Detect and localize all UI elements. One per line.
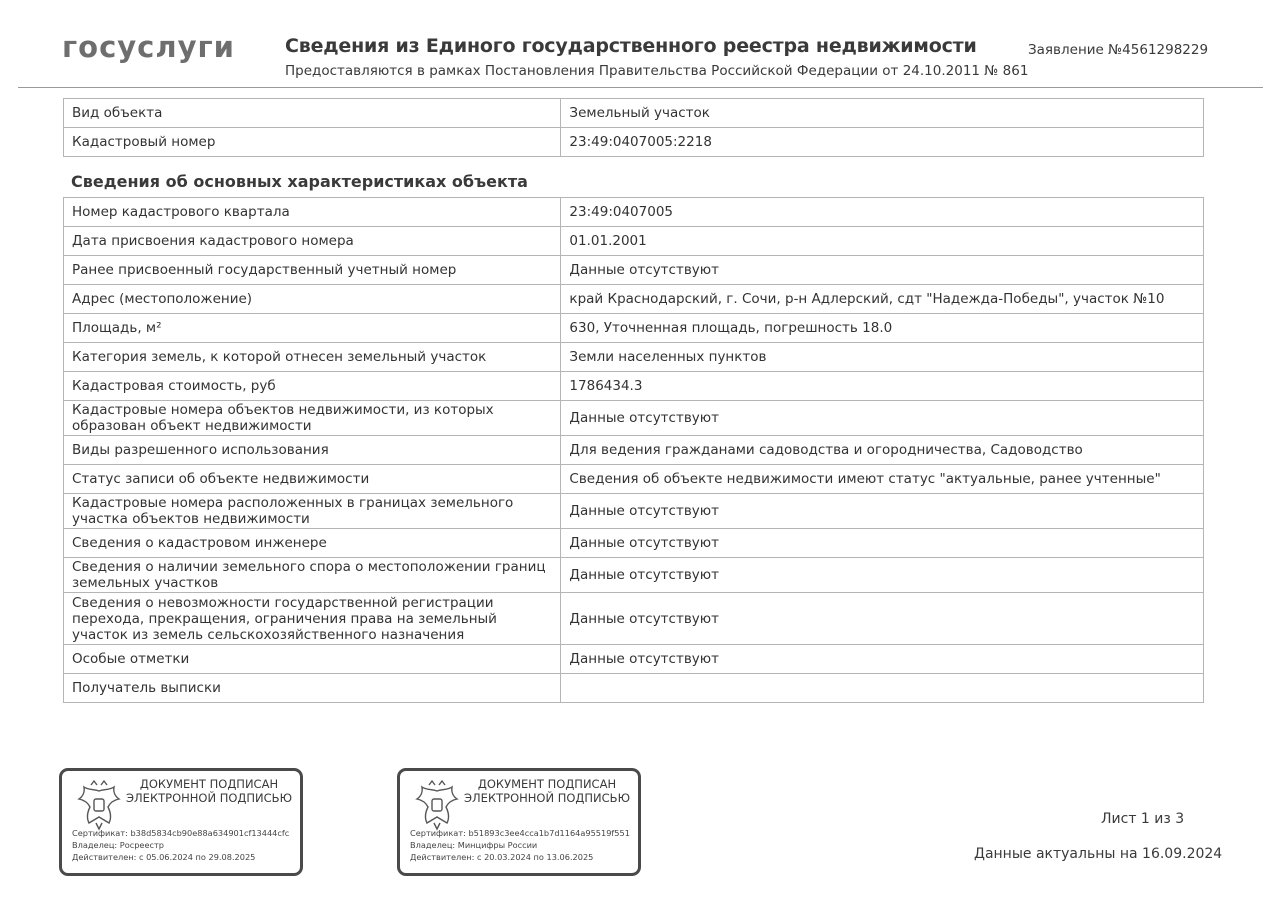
- stamp-validity: Действителен: с 20.03.2024 по 13.06.2025: [410, 852, 594, 862]
- table-row: [64, 494, 1204, 529]
- sheet-number: Лист 1 из 3: [1101, 811, 1185, 827]
- table-row: [64, 285, 1204, 314]
- row-value: Земельный участок: [561, 99, 1204, 128]
- e-signature-stamp-rosreestr: [59, 768, 303, 876]
- row-label: Вид объекта: [64, 99, 561, 128]
- table-row: [64, 645, 1204, 674]
- table-row: [64, 227, 1204, 256]
- table-row: [64, 128, 1204, 157]
- row-label: Особые отметки: [64, 645, 561, 674]
- row-value: Данные отсутствуют: [561, 494, 1204, 529]
- row-label: Сведения о наличии земельного спора о местоположении границ земельных участков: [64, 558, 561, 593]
- table-row: [64, 436, 1204, 465]
- row-label: Кадастровая стоимость, руб: [64, 372, 561, 401]
- object-identification-table: [63, 98, 1204, 157]
- section-heading: Сведения об основных характеристиках объекта: [71, 172, 528, 191]
- stamp-validity: Действителен: с 05.06.2024 по 29.08.2025: [72, 852, 256, 862]
- row-value: Для ведения гражданами садоводства и огородничества, Садоводство: [561, 436, 1204, 465]
- row-value: 630, Уточненная площадь, погрешность 18.0: [561, 314, 1204, 343]
- stamp-certificate: Сертификат: b38d5834cb90e88a634901cf13444cfc: [72, 828, 290, 838]
- table-row: [64, 401, 1204, 436]
- row-value: Данные отсутствуют: [561, 401, 1204, 436]
- row-value: Сведения об объекте недвижимости имеют статус "актуальные, ранее учтенные": [561, 465, 1204, 494]
- row-label: Статус записи об объекте недвижимости: [64, 465, 561, 494]
- table-row: [64, 593, 1204, 645]
- table-row: [64, 529, 1204, 558]
- row-label: Сведения о кадастровом инженере: [64, 529, 561, 558]
- row-value: Данные отсутствуют: [561, 558, 1204, 593]
- characteristics-table: [63, 197, 1204, 703]
- header-divider: [18, 87, 1263, 88]
- data-actual-date: Данные актуальны на 16.09.2024: [974, 846, 1223, 862]
- coat-of-arms-icon: [76, 779, 122, 831]
- row-label: Получатель выписки: [64, 674, 561, 703]
- table-row: [64, 256, 1204, 285]
- document-title: Сведения из Единого государственного реестра недвижимости: [285, 35, 977, 57]
- table-row: [64, 674, 1204, 703]
- stamp-owner: Владелец: Минцифры России: [410, 840, 538, 850]
- stamp-certificate: Сертификат: b51893c3ee4cca1b7d1164a95519f551: [410, 828, 630, 838]
- row-label: Дата присвоения кадастрового номера: [64, 227, 561, 256]
- row-value: 01.01.2001: [561, 227, 1204, 256]
- table-row: [64, 99, 1204, 128]
- row-value: 23:49:0407005: [561, 198, 1204, 227]
- row-label: Сведения о невозможности государственной регистрации перехода, прекращения, ограничения права на земельный участок из земель сельскохозяйственного назначения: [64, 593, 561, 645]
- coat-of-arms-icon: [414, 779, 460, 831]
- stamp-owner: Владелец: Росреестр: [72, 840, 164, 850]
- e-signature-stamp-mintsifry: [397, 768, 641, 876]
- row-label: Виды разрешенного использования: [64, 436, 561, 465]
- table-row: [64, 558, 1204, 593]
- stamp-details: [410, 827, 632, 863]
- row-value: Данные отсутствуют: [561, 593, 1204, 645]
- table-row: [64, 314, 1204, 343]
- row-label: Кадастровый номер: [64, 128, 561, 157]
- row-value: 1786434.3: [561, 372, 1204, 401]
- row-value: Данные отсутствуют: [561, 645, 1204, 674]
- application-number: Заявление №4561298229: [1028, 42, 1209, 58]
- stamp-heading: ДОКУМЕНТ ПОДПИСАН ЭЛЕКТРОННОЙ ПОДПИСЬЮ: [464, 777, 630, 805]
- table-row: [64, 465, 1204, 494]
- row-label: Номер кадастрового квартала: [64, 198, 561, 227]
- stamp-details: [72, 827, 294, 863]
- row-label: Кадастровые номера расположенных в границах земельного участка объектов недвижимости: [64, 494, 561, 529]
- document-subtitle: Предоставляются в рамках Постановления Правительства Российской Федерации от 24.10.2011 № 861: [285, 63, 1029, 79]
- row-value: Данные отсутствуют: [561, 256, 1204, 285]
- row-value: Данные отсутствуют: [561, 529, 1204, 558]
- table-row: [64, 198, 1204, 227]
- row-value: 23:49:0407005:2218: [561, 128, 1204, 157]
- row-value: край Краснодарский, г. Сочи, р-н Адлерский, сдт "Надежда-Победы", участок №10: [561, 285, 1204, 314]
- row-label: Кадастровые номера объектов недвижимости, из которых образован объект недвижимости: [64, 401, 561, 436]
- gosuslugi-logo: госуслуги: [62, 30, 235, 64]
- row-value: Земли населенных пунктов: [561, 343, 1204, 372]
- row-label: Адрес (местоположение): [64, 285, 561, 314]
- row-value: [561, 674, 1204, 703]
- row-label: Ранее присвоенный государственный учетный номер: [64, 256, 561, 285]
- table-row: [64, 372, 1204, 401]
- stamp-heading: ДОКУМЕНТ ПОДПИСАН ЭЛЕКТРОННОЙ ПОДПИСЬЮ: [126, 777, 292, 805]
- row-label: Площадь, м²: [64, 314, 561, 343]
- table-row: [64, 343, 1204, 372]
- row-label: Категория земель, к которой отнесен земельный участок: [64, 343, 561, 372]
